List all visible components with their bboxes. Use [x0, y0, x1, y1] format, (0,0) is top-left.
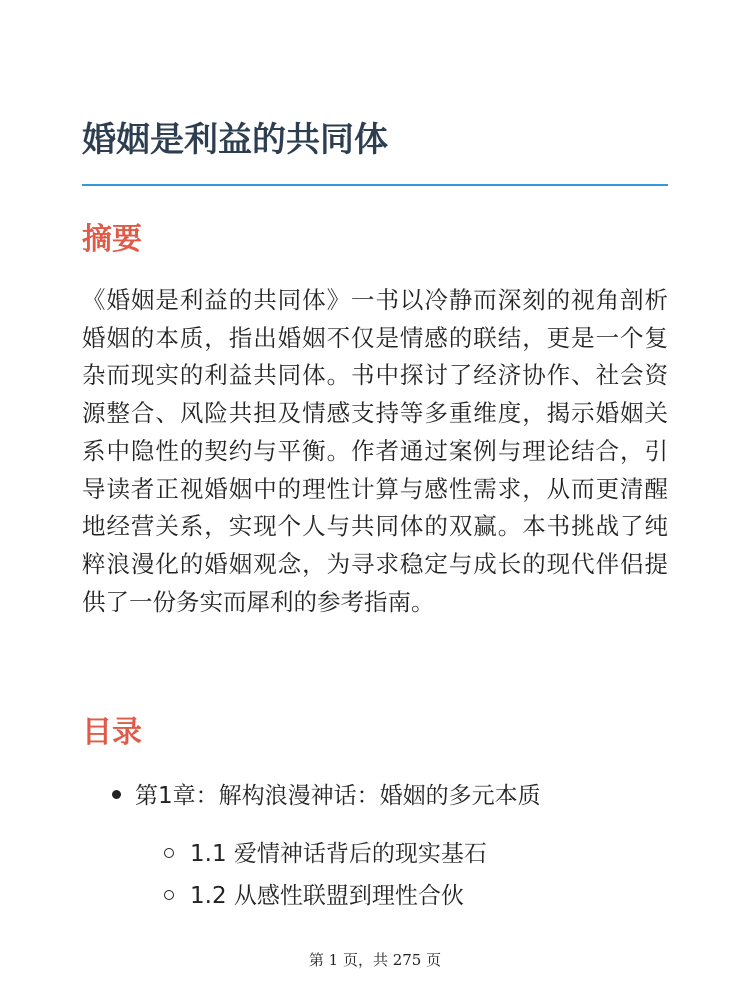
bullet-circle-icon	[164, 890, 174, 900]
toc-section-1-2[interactable]	[164, 880, 464, 912]
bullet-disc-icon	[112, 790, 121, 799]
toc-section-1-2-label: 1.2 从感性联盟到理性合伙	[190, 883, 464, 909]
toc-chapter-1-label: 第1章：解构浪漫神话：婚姻的多元本质	[135, 783, 541, 809]
toc-section-1-1-label: 1.1 爱情神话背后的现实基石	[190, 841, 487, 867]
document-title: 婚姻是利益的共同体	[82, 120, 388, 160]
toc-chapter-1[interactable]	[112, 780, 541, 812]
bullet-circle-icon	[164, 848, 174, 858]
summary-heading: 摘要	[82, 222, 142, 257]
page-footer: 第 1 页，共 275 页	[308, 951, 442, 969]
summary-paragraph: 《婚姻是利益的共同体》一书以冷静而深刻的视角剖析婚姻的本质，指出婚姻不仅是情感的联结，更是一个复杂而现实的利益共同体。书中探讨了经济协作、社会资源整合、风险共担及情感支持等多重维度，揭示婚姻关系中隐性的契约与平衡。作者通过案例与理论结合，引导读者正视婚姻中的理性计算与感性需求，从而更清醒地经营关系，实现个人与共同体的双赢。本书挑战了纯粹浪漫化的婚姻观念，为寻求稳定与成长的现代伴侣提供了一份务实而犀利的参考指南。	[82, 286, 668, 616]
toc-section-1-1[interactable]	[164, 838, 487, 870]
title-divider	[82, 184, 668, 186]
toc-heading: 目录	[82, 715, 142, 750]
